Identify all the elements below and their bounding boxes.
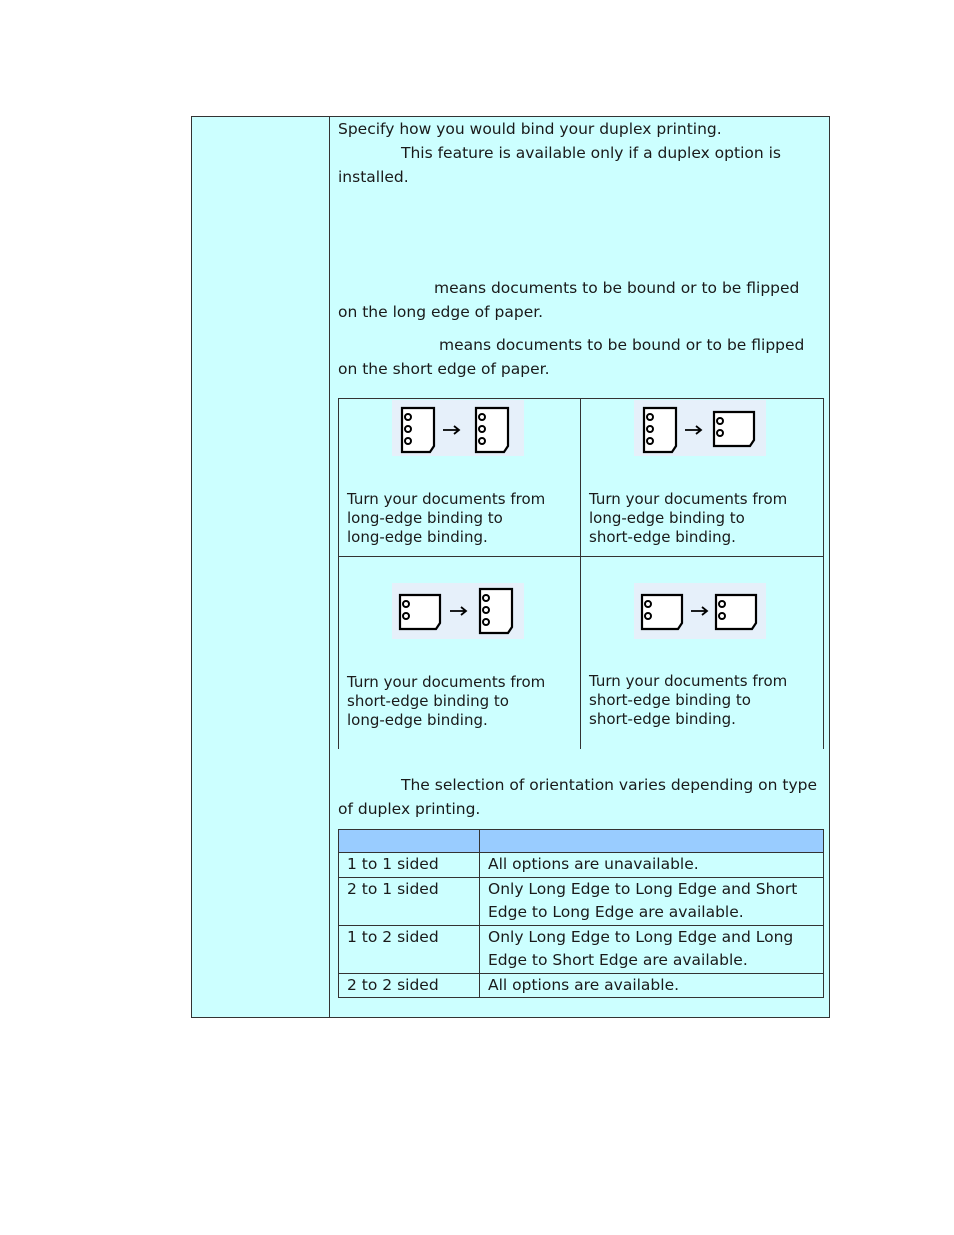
- table-row: [339, 877, 824, 925]
- duplex-type-cell: 2 to 2 sided: [339, 973, 480, 998]
- availability-cell: All options are unavailable.: [480, 853, 824, 878]
- availability-cell: Only Long Edge to Long Edge and Long Edge to Short Edge are available.: [480, 925, 824, 973]
- orientation-note: The selection of orientation varies depending on type of duplex printing.: [338, 776, 817, 818]
- long-to-long-icon: [392, 400, 524, 456]
- intro-text: Specify how you would bind your duplex printing.: [338, 120, 722, 138]
- binding-caption: Turn your documents from long-edge binding to short-edge binding.: [589, 490, 788, 546]
- short-to-short-icon: [634, 583, 766, 639]
- table-row: [339, 925, 824, 973]
- settings-panel: [191, 116, 830, 1018]
- duplex-note: This feature is available only if a duplex option is installed.: [338, 144, 782, 186]
- short-edge-description: means documents to be bound or to be flipped on the short edge of paper.: [338, 336, 805, 378]
- availability-cell: Only Long Edge to Long Edge and Short Edge to Long Edge are available.: [480, 877, 824, 925]
- table-header: [339, 830, 824, 853]
- table-header-cell: [480, 830, 824, 853]
- binding-caption: Turn your documents from short-edge binding to short-edge binding.: [589, 672, 788, 728]
- table-header-cell: [339, 830, 480, 853]
- short-to-long-icon: [392, 583, 524, 639]
- duplex-type-cell: 2 to 1 sided: [339, 877, 480, 925]
- table-row: [339, 973, 824, 998]
- binding-options-grid: [338, 398, 824, 749]
- column-divider: [329, 117, 330, 1017]
- binding-caption: Turn your documents from long-edge binding to long-edge binding.: [347, 490, 546, 546]
- duplex-type-cell: 1 to 2 sided: [339, 925, 480, 973]
- long-to-short-icon: [634, 400, 766, 456]
- binding-caption: Turn your documents from short-edge binding to long-edge binding.: [347, 673, 546, 729]
- table-row: [339, 853, 824, 878]
- availability-cell: All options are available.: [480, 973, 824, 998]
- long-edge-description: means documents to be bound or to be flipped on the long edge of paper.: [338, 279, 800, 321]
- duplex-options-table: [338, 829, 824, 998]
- duplex-type-cell: 1 to 1 sided: [339, 853, 480, 878]
